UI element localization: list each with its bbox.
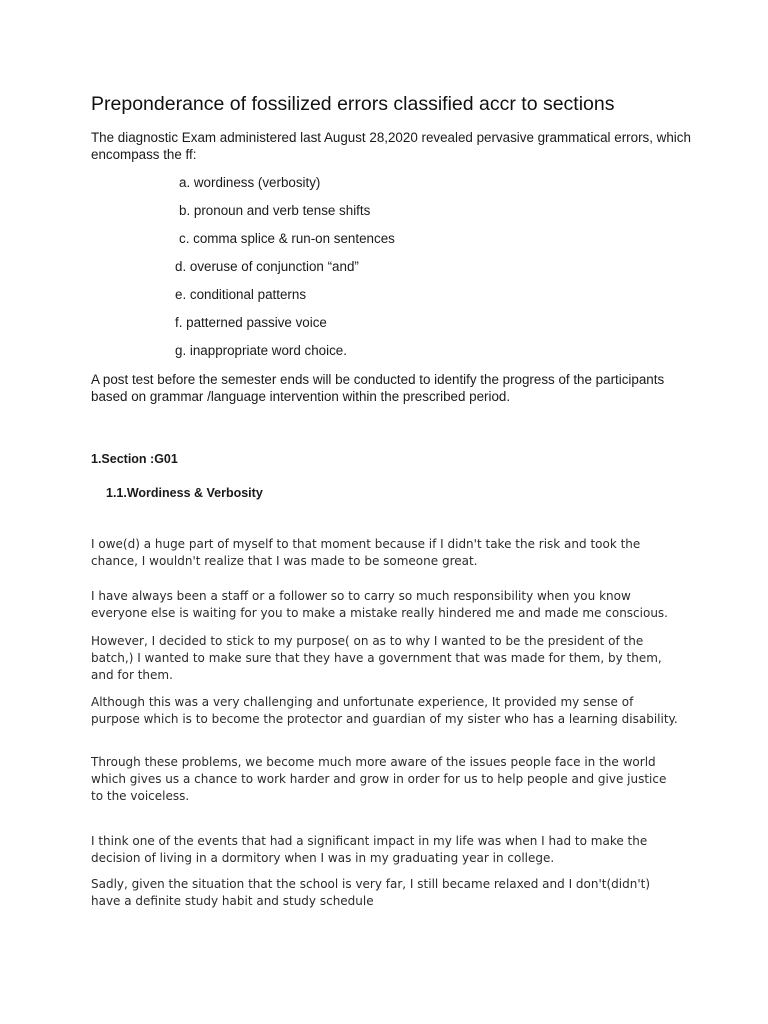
list-item: f. patterned passive voice [175,315,327,330]
list-item: c. comma splice & run-on sentences [179,231,395,246]
essay-paragraph: Sadly, given the situation that the school is very far, I still became relaxed and I don't(didn't) have a definite study habit and study schedule [91,877,651,908]
section-heading: 1.Section :G01 [91,452,178,466]
essay-paragraph: Through these problems, we become much more aware of the issues people face in the world which gives us a chance to work harder and grow in order for us to help people and give justice to the voiceless. [91,755,667,803]
essay-paragraph: I think one of the events that had a significant impact in my life was when I had to make the decision of living in a dormitory when I was in my graduating year in college. [91,834,648,865]
essay-paragraph: Although this was a very challenging and unfortunate experience, It provided my sense of purpose which is to become the protector and guardian of my sister who has a learning disability. [91,695,678,726]
essay-paragraph: I owe(d) a huge part of myself to that moment because if I didn't take the risk and took the chance, I wouldn't realize that I was made to be someone great. [91,537,641,568]
list-item: b. pronoun and verb tense shifts [179,203,371,218]
list-item: g. inappropriate word choice. [175,343,347,358]
list-item: e. conditional patterns [175,287,307,302]
list-item: d. overuse of conjunction “and” [175,259,359,274]
essay-paragraph: I have always been a staff or a follower so to carry so much responsibility when you know everyone else is waiting for you to make a mistake really hindered me and made me conscious. [91,589,668,620]
essay-paragraph: However, I decided to stick to my purpose( on as to why I wanted to be the president of the batch,) I wanted to make sure that they have a government that was made for them, by them, and for them. [91,634,662,682]
post-test-paragraph: A post test before the semester ends will be conducted to identify the progress of the participants based on grammar /language intervention within the prescribed period. [91,372,665,404]
intro-paragraph: The diagnostic Exam administered last August 28,2020 revealed pervasive grammatical errors, which encompass the ff: [91,130,691,162]
subsection-heading: 1.1.Wordiness & Verbosity [106,486,263,500]
document-title: Preponderance of fossilized errors classified accr to sections [91,93,615,115]
list-item: a. wordiness (verbosity) [179,175,321,190]
